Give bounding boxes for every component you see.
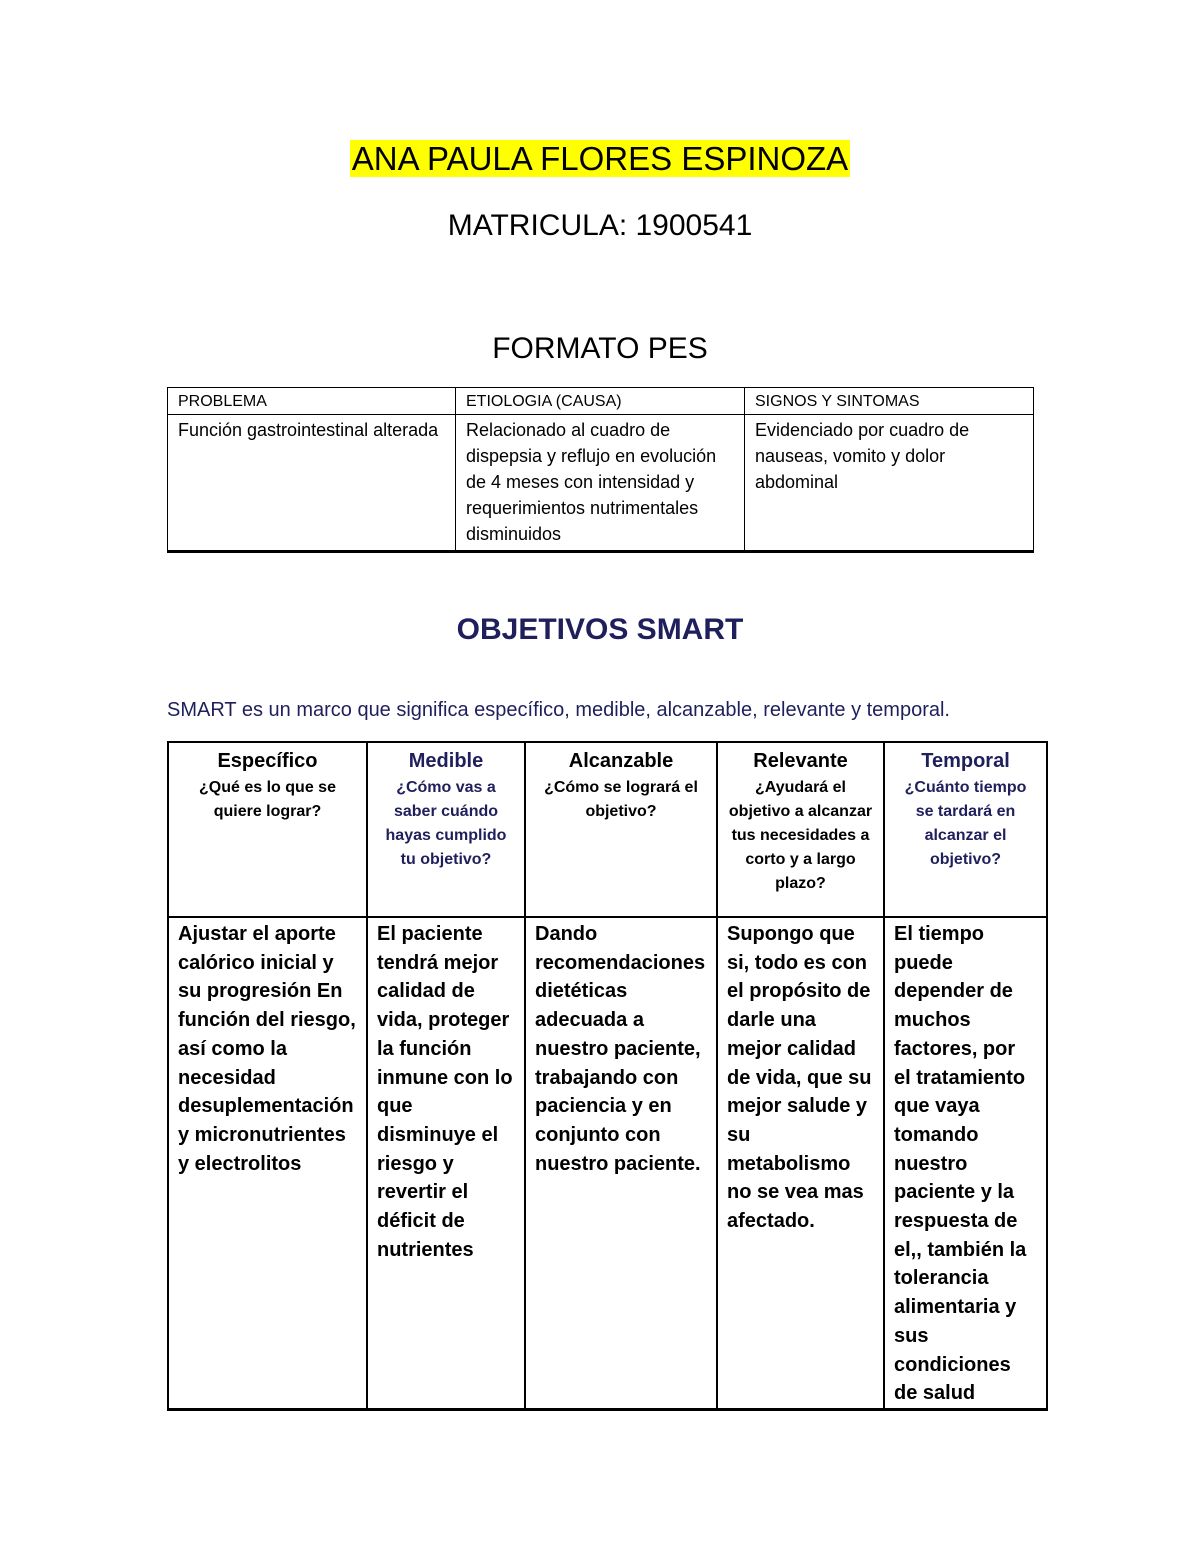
student-name [0,137,1200,181]
pes-header-row [168,388,1034,415]
smart-answer-alcanzable: Dando recomendaciones dietéticas adecuada a nuestro paciente, trabajando con paciencia y en conjunto con nuestro paciente. [525,917,717,1409]
smart-header-row [168,742,1047,917]
smart-heading: Temporal [921,750,1010,772]
smart-answer-temporal: El tiempo puede depender de muchos factores, por el tratamiento que vaya tomando nuestro paciente y la respuesta de el,, también la tolerancia alimentaria y sus condiciones de salud [884,917,1047,1409]
smart-question: ¿Qué es lo que se quiere lograr? [199,779,336,820]
smart-header-especifico [168,742,367,917]
pes-cell-signos: Evidenciado por cuadro de nauseas, vomito y dolor abdominal [745,415,1034,552]
smart-answer-relevante: Supongo que si, todo es con el propósito de darle una mejor calidad de vida, que su mejor salude y su metabolismo no se vea mas afectado. [717,917,884,1409]
smart-header-alcanzable [525,742,717,917]
pes-cell-problema: Función gastrointestinal alterada [168,415,456,552]
pes-header-etiologia: ETIOLOGIA (CAUSA) [456,388,745,415]
smart-table [167,741,1048,1411]
smart-header-relevante [717,742,884,917]
smart-header-temporal [884,742,1047,917]
pes-table [167,387,1034,553]
smart-question: ¿Ayudará el objetivo a alcanzar tus necesidades a corto y a largo plazo? [728,779,873,892]
smart-heading: Específico [217,750,318,772]
pes-header-signos: SIGNOS Y SINTOMAS [745,388,1034,415]
pes-header-problema: PROBLEMA [168,388,456,415]
smart-answer-row [168,917,1047,1409]
student-name-text: ANA PAULA FLORES ESPINOZA [351,140,849,177]
smart-answer-especifico: Ajustar el aporte calórico inicial y su progresión En función del riesgo, así como la necesidad desuplementación y micronutrientes y electrolitos [168,917,367,1409]
pes-format-title: FORMATO PES [492,332,708,365]
pes-data-row [168,415,1034,552]
smart-heading: Alcanzable [568,750,674,772]
smart-heading: Medible [408,750,484,772]
smart-question: ¿Cómo se logrará el objetivo? [544,779,698,820]
smart-intro: SMART es un marco que significa específico, medible, alcanzable, relevante y temporal. [167,699,950,721]
student-id: MATRICULA: 1900541 [447,209,753,242]
smart-question: ¿Cómo vas a saber cuándo hayas cumplido tu objetivo? [385,779,507,868]
smart-header-medible [367,742,525,917]
pes-cell-etiologia: Relacionado al cuadro de dispepsia y reflujo en evolución de 4 meses con intensidad y requerimientos nutrimentales disminuidos [456,415,745,552]
smart-heading: Relevante [753,750,848,772]
smart-question: ¿Cuánto tiempo se tardará en alcanzar el objetivo? [904,779,1027,868]
smart-title: OBJETIVOS SMART [456,613,744,646]
smart-answer-medible: El paciente tendrá mejor calidad de vida, proteger la función inmune con lo que disminuye el riesgo y revertir el déficit de nutrientes [367,917,525,1409]
